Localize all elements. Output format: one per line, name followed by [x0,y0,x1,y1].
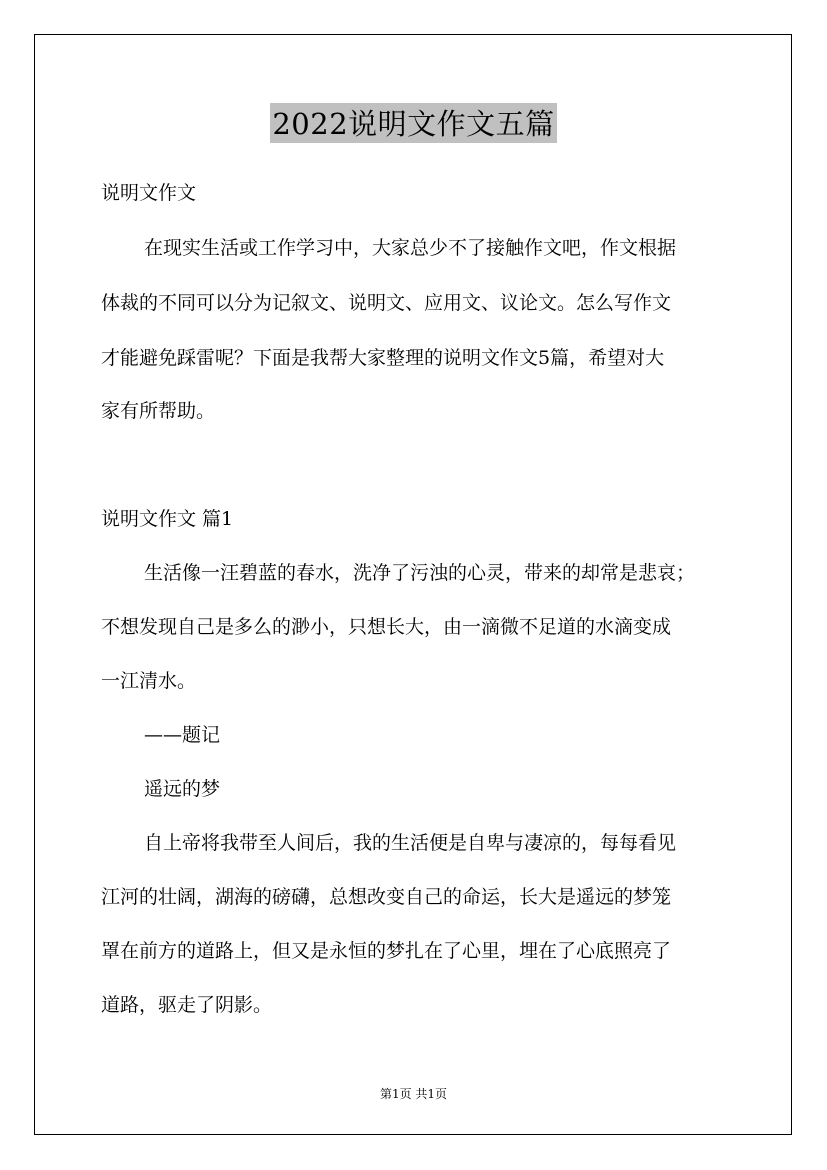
paragraph-line: 道路，驱走了阴影。 [101,994,273,1016]
paragraph-line: 生活像一汪碧蓝的春水，洗净了污浊的心灵，带来的却常是悲哀； [144,562,696,584]
paragraph-line: 罩在前方的道路上，但又是永恒的梦扎在了心里，埋在了心底照亮了 [101,940,672,962]
document-title: 2022说明文作文五篇 [270,103,556,143]
essay-title: 遥远的梦 [144,778,221,800]
page-footer: 第1页 共1页 [379,1087,448,1101]
paragraph-line: 江河的壮阔，湖海的磅礴，总想改变自己的命运，长大是遥远的梦笼 [101,886,672,908]
paragraph-line: 自上帝将我带至人间后，我的生活便是自卑与凄凉的，每每看见 [144,832,677,854]
epigraph-attribution: ——题记 [144,724,221,746]
title-container [0,103,827,143]
paragraph-line: 才能避免踩雷呢？下面是我帮大家整理的说明文作文5篇，希望对大 [101,347,665,369]
paragraph-line: 不想发现自己是多么的渺小，只想长大，由一滴微不足道的水滴变成 [101,616,672,638]
paragraph-line: 家有所帮助。 [101,400,216,422]
paragraph-line: 体裁的不同可以分为记叙文、说明文、应用文、议论文。怎么写作文 [101,292,672,314]
paragraph-line: 一江清水。 [101,670,197,692]
paragraph-line: 在现实生活或工作学习中，大家总少不了接触作文吧，作文根据 [144,237,677,259]
intro-heading: 说明文作文 [101,182,197,204]
section-heading: 说明文作文 篇1 [101,508,234,530]
